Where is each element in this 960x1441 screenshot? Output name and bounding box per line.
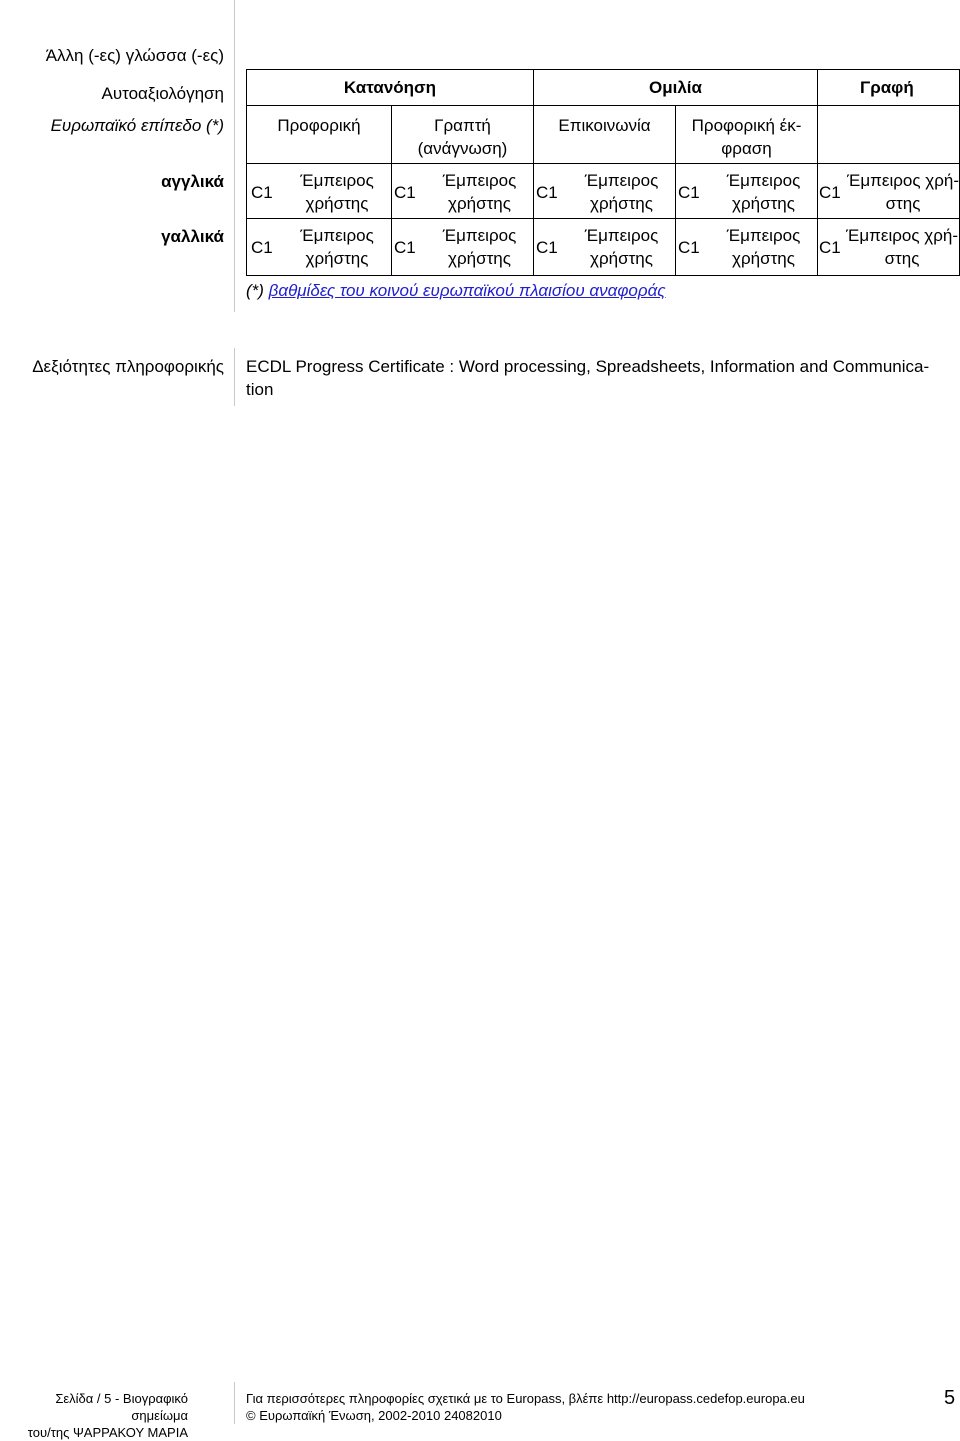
subheader-listening: Προφορική [246, 105, 391, 163]
it-skills-label: Δεξιότητες πληροφορικής [32, 357, 224, 376]
cefr-footnote: (*) βαθμίδες του κοινού ευρωπαϊκού πλαισίου αναφοράς [246, 281, 666, 300]
level-description: Έμπειρος χρήστης [442, 171, 517, 213]
level-code: C1 [394, 238, 416, 257]
european-level-label: Ευρωπαϊκό επίπεδο (*) [50, 116, 224, 135]
level-description: Έμπειρος χρήστης [442, 226, 517, 268]
level-description: Έμπειρος χρήστης [300, 226, 374, 268]
language-label-french: γαλλικά [161, 227, 224, 246]
subheader-production: Προφορική έκ- φραση [675, 105, 817, 163]
table-cell [391, 218, 533, 276]
group-understanding: Κατανόηση [246, 69, 533, 105]
level-description: Έμπειρος χρήστης [584, 226, 659, 268]
column-divider-it [234, 348, 235, 406]
level-code: C1 [251, 238, 273, 257]
level-code: C1 [251, 183, 273, 202]
level-code: C1 [394, 183, 416, 202]
level-description: Έμπειρος χρήστης [584, 171, 659, 213]
level-code: C1 [536, 238, 558, 257]
table-cell [391, 163, 533, 218]
table-cell [817, 163, 960, 218]
table-cell [817, 218, 960, 276]
table-cell [675, 163, 817, 218]
self-assessment-label: Αυτοαξιολόγηση [101, 84, 224, 103]
level-code: C1 [819, 183, 841, 202]
level-description: Έμπειρος χρήστης [300, 171, 374, 213]
group-writing: Γραφή [817, 69, 960, 105]
footer-page-info: Σελίδα / 5 - Βιογραφικό σημείωμα του/της ΨΑΡΡΑΚΟΥ ΜΑΡΙΑ [27, 1391, 188, 1440]
footer-europass-info: Για περισσότερες πληροφορίες σχετικά με το Europass, βλέπε http://europass.cedefop.europa.eu © Ευρωπαϊκή Ένωση, 2002-2010 24082010 [246, 1391, 805, 1423]
level-description: Έμπειρος χρή- στης [847, 171, 959, 213]
column-divider-top [234, 0, 235, 312]
other-languages-label: Άλλη (-ες) γλώσσα (-ες) [45, 46, 224, 65]
level-description: Έμπειρος χρή- στης [846, 226, 958, 268]
level-code: C1 [678, 183, 700, 202]
subheader-writing [817, 105, 960, 163]
level-code: C1 [536, 183, 558, 202]
it-skills-description: ECDL Progress Certificate : Word processing, Spreadsheets, Information and Communica- tion [246, 357, 930, 399]
footer-page-number: 5 [944, 1387, 956, 1409]
level-description: Έμπειρος χρήστης [726, 226, 801, 268]
level-code: C1 [678, 238, 700, 257]
column-divider-footer [234, 1382, 235, 1424]
table-cell [246, 218, 391, 276]
table-cell [246, 163, 391, 218]
table-cell [533, 218, 675, 276]
level-code: C1 [819, 238, 841, 257]
table-cell [533, 163, 675, 218]
cefr-levels-link[interactable]: βαθμίδες του κοινού ευρωπαϊκού πλαισίου αναφοράς [268, 281, 666, 300]
table-cell [675, 218, 817, 276]
language-label-english: αγγλικά [161, 172, 224, 191]
group-speaking: Ομιλία [533, 69, 817, 105]
level-description: Έμπειρος χρήστης [726, 171, 801, 213]
subheader-reading: Γραπτή (ανάγνωση) [391, 105, 533, 163]
subheader-interaction: Επικοινωνία [533, 105, 675, 163]
